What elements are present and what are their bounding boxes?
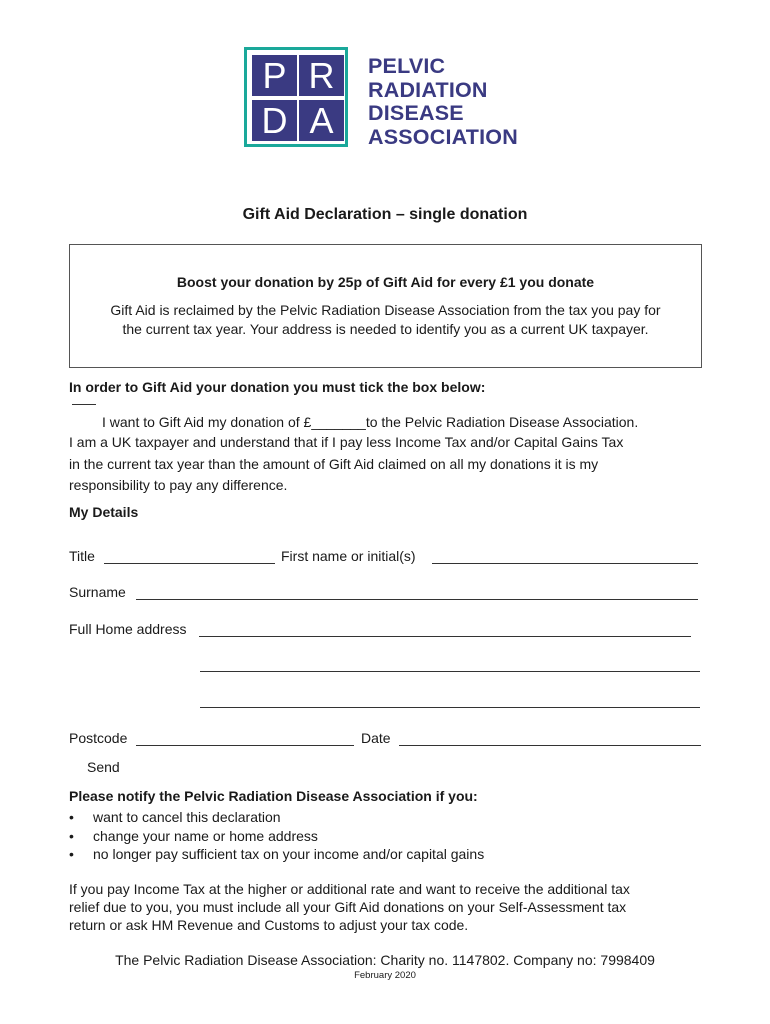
bullet-icon: •: [69, 846, 74, 862]
logo-mark: [244, 47, 348, 147]
title-field[interactable]: [104, 563, 275, 564]
postcode-label: Postcode: [69, 730, 128, 746]
first-name-label: First name or initial(s): [281, 548, 416, 564]
footer-charity: The Pelvic Radiation Disease Association: Charity no. 1147802. Company no: 7998409: [115, 952, 655, 968]
logo-wordmark: [368, 55, 518, 149]
tick-box[interactable]: [72, 404, 96, 405]
info-box-text: [69, 301, 702, 339]
info-box-heading: Boost your donation by 25p of Gift Aid for every £1 you donate: [176, 274, 595, 290]
declaration-text: [69, 432, 709, 497]
logo-letter-r: R: [299, 55, 344, 96]
footer-date: February 2020: [354, 970, 416, 981]
title-label: Title: [69, 548, 95, 564]
address-field-2[interactable]: [200, 671, 700, 672]
list-item-text: change your name or home address: [93, 827, 318, 844]
address-field-1[interactable]: [199, 636, 691, 637]
first-name-field[interactable]: [432, 563, 698, 564]
logo-text-line: ASSOCIATION: [368, 124, 518, 149]
declaration-line: responsibility to pay any difference.: [69, 477, 288, 493]
logo-text-line: PELVIC: [368, 54, 446, 78]
list-item: [69, 827, 484, 846]
higher-rate-line: relief due to you, you must include all your Gift Aid donations on your Self-Assessment tax: [69, 899, 627, 915]
my-details-heading: My Details: [69, 504, 139, 520]
logo-letter-a: A: [299, 100, 344, 141]
higher-rate-text: [69, 880, 709, 934]
list-item: [69, 808, 484, 827]
logo-text-line: RADIATION: [368, 77, 488, 102]
address-field-3[interactable]: [200, 707, 700, 708]
declaration-line: in the current tax year than the amount of Gift Aid claimed on all my donations it is my: [69, 455, 599, 472]
logo-text-line: DISEASE: [368, 101, 464, 125]
list-item: [69, 845, 484, 864]
list-item-text: want to cancel this declaration: [93, 809, 281, 825]
higher-rate-line: If you pay Income Tax at the higher or additional rate and want to receive the additional tax: [69, 881, 630, 897]
postcode-field[interactable]: [136, 745, 354, 746]
logo-letter-d: D: [252, 100, 297, 141]
date-label: Date: [361, 730, 391, 746]
info-box-line: Gift Aid is reclaimed by the Pelvic Radiation Disease Association from the tax you pay for: [110, 302, 661, 318]
declaration-line: I want to Gift Aid my donation of £_______to the Pelvic Radiation Disease Association.: [102, 414, 639, 430]
page-title: Gift Aid Declaration – single donation: [242, 206, 528, 223]
declaration-line: I am a UK taxpayer and understand that if I pay less Income Tax and/or Capital Gains Tax: [69, 434, 624, 450]
surname-label: Surname: [69, 584, 126, 600]
list-item-text: no longer pay sufficient tax on your income and/or capital gains: [93, 846, 485, 862]
bullet-icon: •: [69, 809, 74, 825]
tick-instruction: In order to Gift Aid your donation you must tick the box below:: [69, 379, 486, 395]
date-field[interactable]: [399, 745, 701, 746]
info-box-line: the current tax year. Your address is needed to identify you as a current UK taxpayer.: [122, 321, 649, 337]
address-label: Full Home address: [69, 621, 187, 637]
logo-letter-p: P: [252, 55, 297, 96]
notify-list: [69, 808, 484, 864]
notify-heading: Please notify the Pelvic Radiation Disease Association if you:: [69, 788, 478, 804]
higher-rate-line: return or ask HM Revenue and Customs to adjust your tax code.: [69, 917, 469, 933]
send-label: Send: [87, 759, 120, 775]
surname-field[interactable]: [136, 599, 698, 600]
bullet-icon: •: [69, 827, 74, 844]
